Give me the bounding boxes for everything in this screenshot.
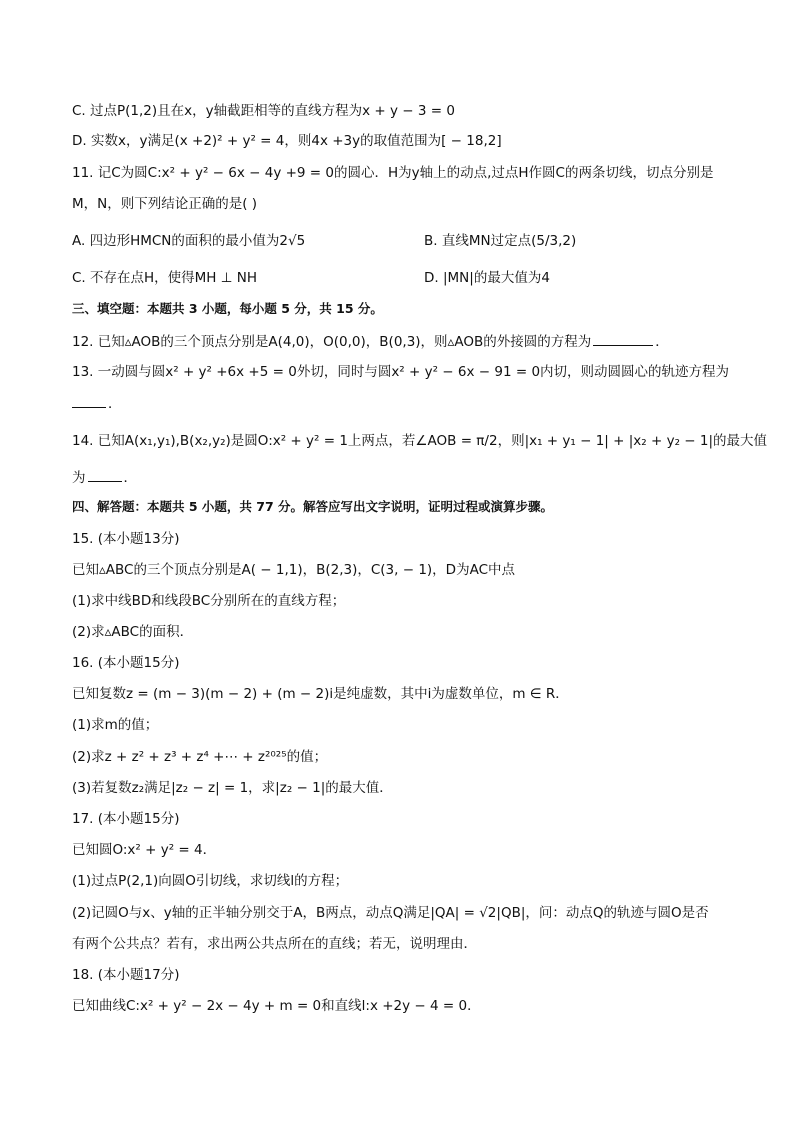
q12-period: ． xyxy=(655,334,669,350)
q14-period: ． xyxy=(123,470,137,486)
q11-stem-line2: M，N，则下列结论正确的是( ) xyxy=(72,196,258,212)
q14-line1: 14. 已知A(x₁,y₁),B(x₂,y₂)是圆O:x² + y² = 1上两点，若∠AOB = π/2，则|x₁ + y₁ − 1| + |x₂ + y₂ − 1|的最大值 xyxy=(72,433,768,449)
q11-option-d: D. |MN|的最大值为4 xyxy=(424,270,550,286)
q17-header: 17. (本小题15分) xyxy=(72,811,180,827)
q14-answer-blank xyxy=(88,467,122,482)
q12-answer-blank xyxy=(593,331,653,346)
q16-part2: (2)求z + z² + z³ + z⁴ +⋯ + z²⁰²⁵的值； xyxy=(72,749,328,765)
q12-text: 12. 已知▵AOB的三个顶点分别是A(4,0)，O(0,0)，B(0,3)，则▵AOB的外接圆的方程为 xyxy=(72,334,592,350)
q14-prefix: 为 xyxy=(72,470,86,486)
q12 xyxy=(72,331,732,352)
q11-option-b: B. 直线MN过定点(5/3,2) xyxy=(424,233,577,249)
q13-line1: 13. 一动圆与圆x² + y² +6x +5 = 0外切，同时与圆x² + y² − 6x − 91 = 0内切，则动圆圆心的轨迹方程为 xyxy=(72,364,730,380)
q13-answer-blank xyxy=(72,393,106,408)
q16-part3: (3)若复数z₂满足|z₂ − z| = 1，求|z₂ − 1|的最大值． xyxy=(72,780,393,796)
q11-option-c: C. 不存在点H，使得MH ⊥ NH xyxy=(72,270,258,286)
q18-stem: 已知曲线C:x² + y² − 2x − 4y + m = 0和直线l:x +2y − 4 = 0． xyxy=(72,998,481,1014)
q10-option-d: D. 实数x，y满足(x +2)² + y² = 4，则4x +3y的取值范围为[ − 18,2] xyxy=(72,133,502,149)
q16-header: 16. (本小题15分) xyxy=(72,655,180,671)
q15-part2: (2)求▵ABC的面积． xyxy=(72,624,194,640)
q11-stem-line1: 11. 记C为圆C:x² + y² − 6x − 4y +9 = 0的圆心．H为y轴上的动点,过点H作圆C的两条切线，切点分别是 xyxy=(72,165,714,181)
section-4-heading: 四、解答题：本题共 5 小题，共 77 分。解答应写出文字说明，证明过程或演算步骤。 xyxy=(72,499,554,514)
q15-stem: 已知▵ABC的三个顶点分别是A( − 1,1)，B(2,3)，C(3, − 1)，D为AC中点 xyxy=(72,562,516,578)
q11-option-a: A. 四边形HMCN的面积的最小值为2√5 xyxy=(72,233,306,249)
section-3-heading: 三、填空题：本题共 3 小题，每小题 5 分，共 15 分。 xyxy=(72,301,383,316)
q16-part1: (1)求m的值； xyxy=(72,717,159,733)
q16-stem: 已知复数z = (m − 3)(m − 2) + (m − 2)i是纯虚数，其中i为虚数单位，m ∈ R． xyxy=(72,686,569,702)
q17-part2-line1: (2)记圆O与x、y轴的正半轴分别交于A，B两点，动点Q满足|QA| = √2|QB|，问：动点Q的轨迹与圆O是否 xyxy=(72,905,709,921)
q11-options-cd xyxy=(72,268,732,288)
q17-stem: 已知圆O:x² + y² = 4． xyxy=(72,842,217,858)
q13-line2 xyxy=(72,393,732,414)
q14-line2 xyxy=(72,467,732,488)
q15-header: 15. (本小题13分) xyxy=(72,531,180,547)
q18-header: 18. (本小题17分) xyxy=(72,967,180,983)
q17-part2-line2: 有两个公共点？若有，求出两公共点所在的直线；若无，说明理由． xyxy=(72,936,477,952)
q17-part1: (1)过点P(2,1)向圆O引切线，求切线l的方程； xyxy=(72,873,349,889)
q10-option-c: C. 过点P(1,2)且在x，y轴截距相等的直线方程为x + y − 3 = 0 xyxy=(72,103,455,119)
q13-period: ． xyxy=(108,396,122,412)
q11-options-ab xyxy=(72,231,732,251)
q15-part1: (1)求中线BD和线段BC分别所在的直线方程； xyxy=(72,593,346,609)
